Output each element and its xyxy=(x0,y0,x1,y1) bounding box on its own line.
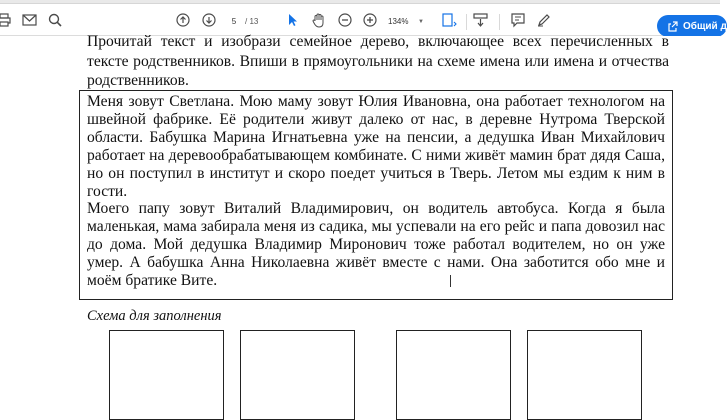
story-paragraph: Моего папу зовут Виталий Владимирович, он водитель автобуса. Когда я была маленькая, мама забирала меня из садика, мы успевали на его рейс и папа довозил нас до дома. Мой дедушка Владимир Миронович тоже работал водителем, но он уже умер. А бабушка Анна Николаевна живёт вместе с нами. Она заботится обо мне и моём братике Вите. xyxy=(87,200,665,290)
story-paragraph: Меня зовут Светлана. Мою маму зовут Юлия Ивановна, она работает технологом на швейной фабрике. Её родители живут далеко от нас, в деревне Нутрома Тверской области. Бабушка Марина Игнатьевна уже на пенсии, а дедушка Иван Михайлович работает на деревообрабатывающем комбинате. С ними живёт мамин брат дядя Саша, но он поступил в институт и скоро поедет учиться в Тверь. Летом мы ездим к ним в гости. xyxy=(87,93,665,200)
zoom-in-icon[interactable] xyxy=(362,12,378,28)
page-total: / 13 xyxy=(245,17,259,26)
page-number-input[interactable]: 5 xyxy=(231,17,237,26)
mail-icon[interactable] xyxy=(21,12,37,28)
share-button-label: Общий д xyxy=(683,20,727,32)
scroll-mode-icon[interactable] xyxy=(472,12,488,28)
hand-tool-icon[interactable] xyxy=(311,12,327,28)
family-tree-box[interactable] xyxy=(109,330,224,420)
family-tree-box[interactable] xyxy=(527,330,642,420)
task-instruction: Прочитай текст и изобрази семейное дерево, включающее всех перечисленных в тексте родственников. Впиши в прямоугольники на схеме имена или имена и отчества родственников. xyxy=(87,33,669,89)
page-up-icon[interactable] xyxy=(175,12,191,28)
print-icon[interactable] xyxy=(0,12,12,28)
zoom-level[interactable]: 134% xyxy=(388,17,409,26)
toolbar-divider xyxy=(499,14,500,30)
toolbar-divider xyxy=(466,14,467,30)
select-pointer-icon[interactable] xyxy=(286,12,300,28)
schema-caption: Схема для заполнения xyxy=(87,308,222,324)
text-cursor xyxy=(450,275,451,287)
story-textbox xyxy=(79,90,673,300)
share-icon xyxy=(667,21,678,32)
page-down-icon[interactable] xyxy=(201,12,217,28)
family-tree-box[interactable] xyxy=(240,330,355,420)
pen-icon[interactable] xyxy=(536,12,552,28)
fit-page-icon[interactable] xyxy=(441,12,459,28)
zoom-dropdown-icon[interactable]: ▼ xyxy=(418,19,424,25)
comment-icon[interactable] xyxy=(510,12,526,28)
document-page[interactable] xyxy=(0,33,720,405)
family-tree-box[interactable] xyxy=(396,330,511,420)
zoom-out-icon[interactable] xyxy=(337,12,353,28)
search-icon[interactable] xyxy=(47,12,63,28)
